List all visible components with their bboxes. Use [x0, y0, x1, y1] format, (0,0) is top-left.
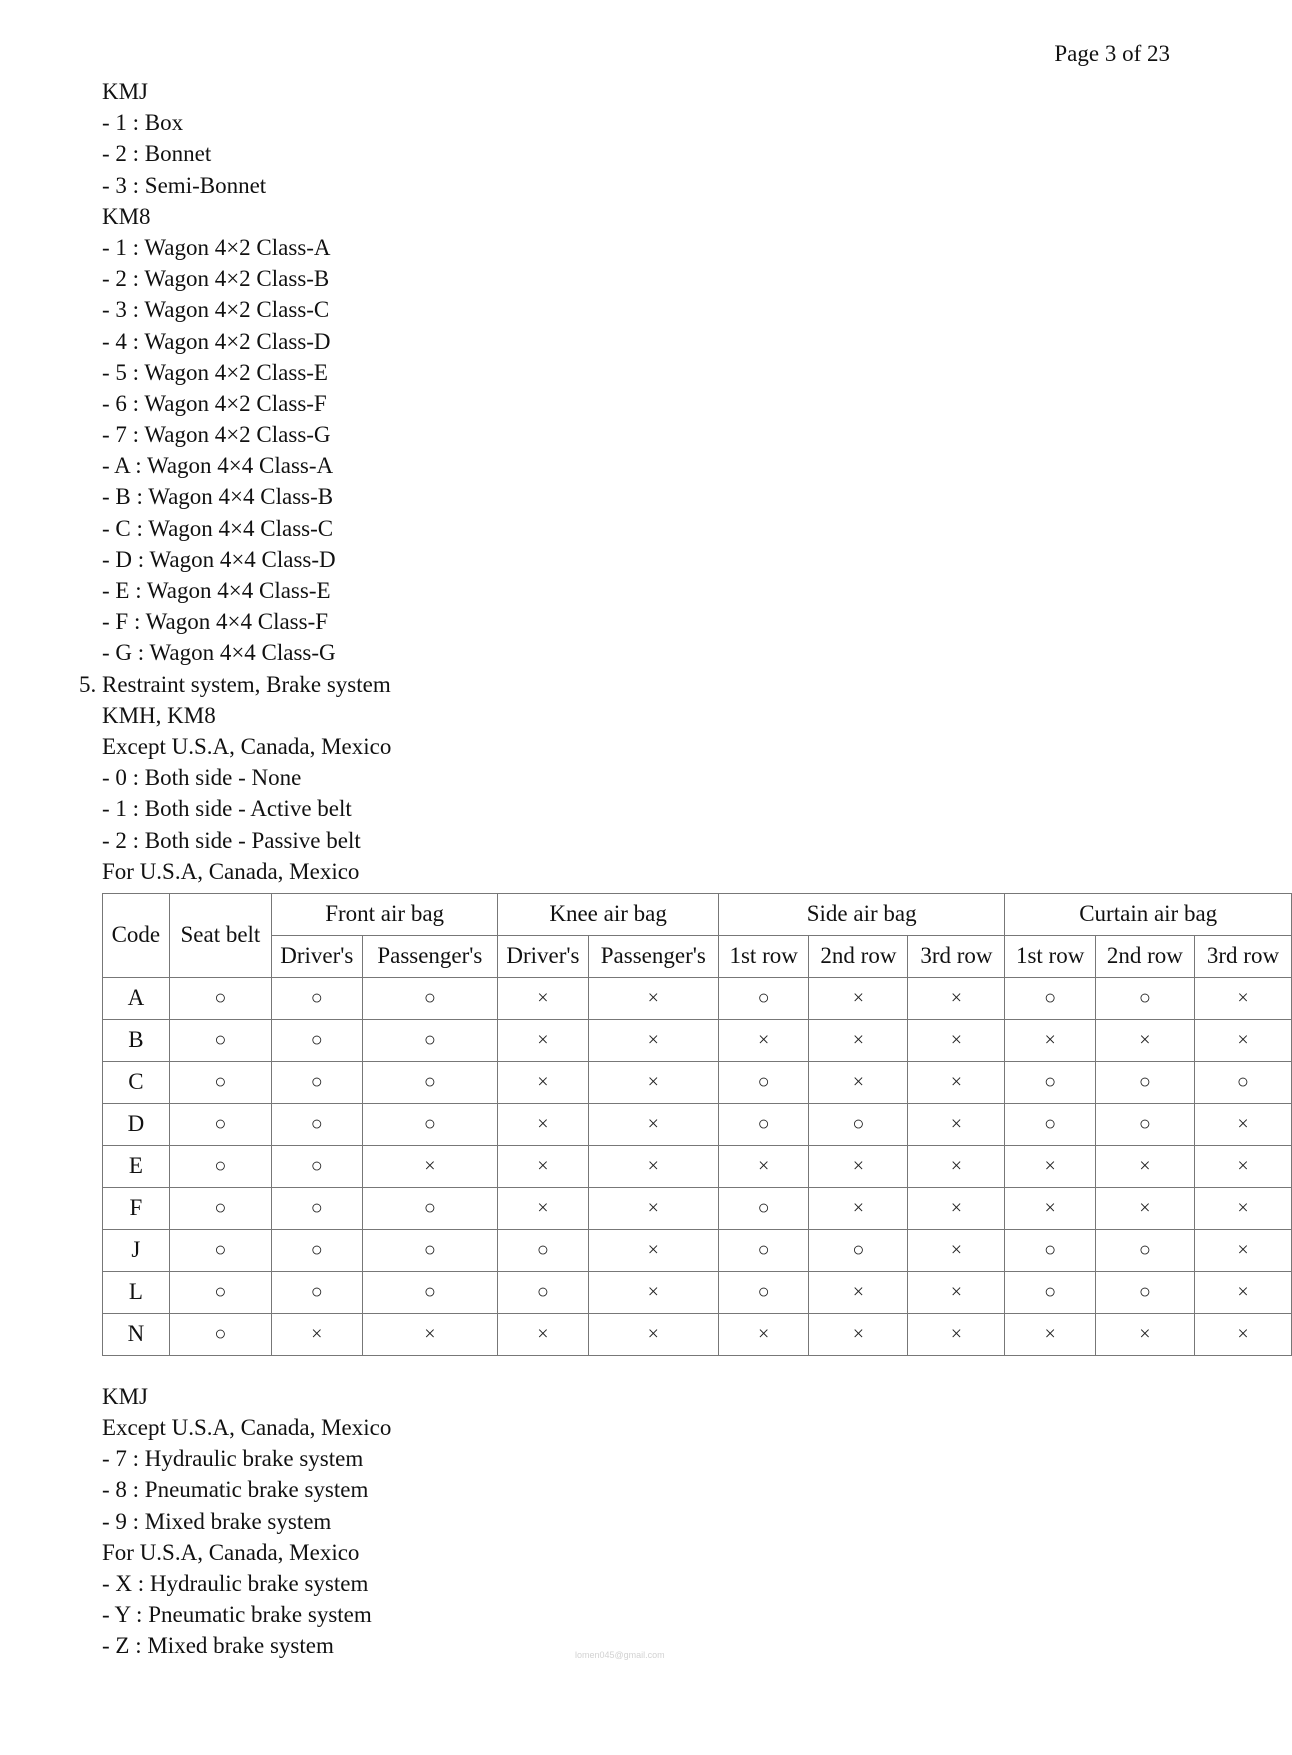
cell-side-2nd-row: ×: [809, 1271, 908, 1313]
cell-knee-passenger: ×: [588, 1229, 718, 1271]
subheader-side-1st-row: 1st row: [718, 935, 808, 977]
code-cell: J: [103, 1229, 170, 1271]
cell-knee-driver: ×: [498, 1103, 588, 1145]
cell-side-2nd-row: ×: [809, 1187, 908, 1229]
text-line: - F : Wagon 4×4 Class-F: [102, 609, 329, 635]
cell-seat-belt: ○: [169, 1313, 271, 1355]
front-air-bag-header: Front air bag: [272, 893, 498, 935]
cell-curtain-1st-row: ×: [1005, 1019, 1095, 1061]
cell-side-3rd-row: ×: [908, 1019, 1005, 1061]
cell-knee-passenger: ×: [588, 1313, 718, 1355]
text-line: - 3 : Wagon 4×2 Class-C: [102, 297, 330, 323]
cell-front-passenger: ○: [362, 977, 498, 1019]
cell-side-1st-row: ○: [718, 1061, 808, 1103]
cell-curtain-1st-row: ×: [1005, 1145, 1095, 1187]
cell-side-1st-row: ○: [718, 1229, 808, 1271]
cell-front-driver: ○: [272, 977, 362, 1019]
subheader-curtain-3rd-row: 3rd row: [1194, 935, 1291, 977]
cell-knee-driver: ×: [498, 1187, 588, 1229]
cell-side-3rd-row: ×: [908, 1229, 1005, 1271]
text-line: - B : Wagon 4×4 Class-B: [102, 484, 334, 510]
cell-side-1st-row: ×: [718, 1145, 808, 1187]
text-line: - 2 : Bonnet: [102, 141, 212, 167]
text-line: Except U.S.A, Canada, Mexico: [102, 733, 392, 759]
subheader-curtain-2nd-row: 2nd row: [1095, 935, 1194, 977]
cell-side-3rd-row: ×: [908, 1271, 1005, 1313]
text-line: - C : Wagon 4×4 Class-C: [102, 515, 334, 541]
text-line: Except U.S.A, Canada, Mexico: [102, 1415, 392, 1441]
cell-side-3rd-row: ×: [908, 1145, 1005, 1187]
cell-front-driver: ○: [272, 1145, 362, 1187]
cell-side-1st-row: ○: [718, 1103, 808, 1145]
cell-side-3rd-row: ×: [908, 1313, 1005, 1355]
cell-front-driver: ○: [272, 1061, 362, 1103]
cell-knee-passenger: ×: [588, 1019, 718, 1061]
subheader-knee-passenger: Passenger's: [588, 935, 718, 977]
cell-knee-passenger: ×: [588, 1145, 718, 1187]
text-line: - D : Wagon 4×4 Class-D: [102, 546, 336, 572]
table-row: [103, 1187, 1292, 1229]
cell-seat-belt: ○: [169, 1229, 271, 1271]
cell-front-driver: ○: [272, 1229, 362, 1271]
cell-side-2nd-row: ○: [809, 1103, 908, 1145]
cell-knee-driver: ×: [498, 1061, 588, 1103]
text-line: KM8: [102, 203, 151, 229]
code-cell: L: [103, 1271, 170, 1313]
table-row: [103, 1019, 1292, 1061]
code-header: Code: [103, 893, 170, 977]
cell-knee-driver: ×: [498, 1313, 588, 1355]
text-line: - 4 : Wagon 4×2 Class-D: [102, 328, 331, 354]
text-line: - 1 : Both side - Active belt: [102, 796, 352, 822]
text-line: - 8 : Pneumatic brake system: [102, 1477, 369, 1503]
cell-front-driver: ×: [272, 1313, 362, 1355]
cell-side-3rd-row: ×: [908, 1061, 1005, 1103]
cell-seat-belt: ○: [169, 1271, 271, 1313]
cell-side-2nd-row: ○: [809, 1229, 908, 1271]
table-row: [103, 1103, 1292, 1145]
cell-side-2nd-row: ×: [809, 977, 908, 1019]
text-line: - Z : Mixed brake system: [102, 1633, 334, 1659]
cell-knee-passenger: ×: [588, 1103, 718, 1145]
cell-curtain-3rd-row: ×: [1194, 1313, 1291, 1355]
text-line: - 5 : Wagon 4×2 Class-E: [102, 359, 328, 385]
text-line: - 3 : Semi-Bonnet: [102, 172, 267, 198]
cell-curtain-3rd-row: ×: [1194, 1145, 1291, 1187]
table-row: [103, 1229, 1292, 1271]
cell-side-1st-row: ○: [718, 977, 808, 1019]
restraint-table-container: [102, 893, 1280, 1356]
text-line: 5. Restraint system, Brake system: [79, 671, 391, 697]
knee-air-bag-header: Knee air bag: [498, 893, 719, 935]
watermark: lomen045@gmail.com: [575, 1650, 665, 1660]
cell-curtain-3rd-row: ○: [1194, 1061, 1291, 1103]
text-line: - G : Wagon 4×4 Class-G: [102, 640, 336, 666]
cell-curtain-1st-row: ○: [1005, 1103, 1095, 1145]
text-line: - 2 : Wagon 4×2 Class-B: [102, 266, 330, 292]
cell-side-2nd-row: ×: [809, 1145, 908, 1187]
cell-curtain-1st-row: ○: [1005, 1061, 1095, 1103]
text-line: For U.S.A, Canada, Mexico: [102, 858, 360, 884]
cell-front-passenger: ○: [362, 1229, 498, 1271]
cell-side-1st-row: ×: [718, 1313, 808, 1355]
cell-knee-driver: ○: [498, 1271, 588, 1313]
cell-side-3rd-row: ×: [908, 1103, 1005, 1145]
cell-side-1st-row: ×: [718, 1019, 808, 1061]
text-line: - 6 : Wagon 4×2 Class-F: [102, 390, 327, 416]
cell-front-passenger: ×: [362, 1145, 498, 1187]
cell-curtain-1st-row: ○: [1005, 1229, 1095, 1271]
text-line: KMH, KM8: [102, 702, 216, 728]
cell-curtain-2nd-row: ○: [1095, 1271, 1194, 1313]
subheader-front-passenger: Passenger's: [362, 935, 498, 977]
page-number: Page 3 of 23: [1054, 41, 1170, 66]
vds-code-list: [0, 76, 1242, 887]
cell-seat-belt: ○: [169, 1145, 271, 1187]
document-body: [0, 76, 1280, 1662]
cell-front-driver: ○: [272, 1187, 362, 1229]
cell-side-2nd-row: ×: [809, 1061, 908, 1103]
cell-curtain-3rd-row: ×: [1194, 1229, 1291, 1271]
text-line: - 1 : Box: [102, 110, 184, 136]
cell-side-2nd-row: ×: [809, 1313, 908, 1355]
cell-curtain-2nd-row: ○: [1095, 977, 1194, 1019]
code-cell: C: [103, 1061, 170, 1103]
table-row: [103, 1145, 1292, 1187]
code-cell: B: [103, 1019, 170, 1061]
subheader-side-2nd-row: 2nd row: [809, 935, 908, 977]
subheader-side-3rd-row: 3rd row: [908, 935, 1005, 977]
code-cell: F: [103, 1187, 170, 1229]
cell-side-3rd-row: ×: [908, 977, 1005, 1019]
cell-knee-driver: ○: [498, 1229, 588, 1271]
text-line: - E : Wagon 4×4 Class-E: [102, 578, 331, 603]
text-line: - 1 : Wagon 4×2 Class-A: [102, 234, 331, 260]
text-line: KMJ: [102, 79, 149, 104]
cell-curtain-3rd-row: ×: [1194, 1103, 1291, 1145]
text-line: - 9 : Mixed brake system: [102, 1508, 332, 1534]
cell-side-1st-row: ○: [718, 1271, 808, 1313]
cell-front-passenger: ○: [362, 1187, 498, 1229]
subheader-front-driver: Driver's: [272, 935, 362, 977]
code-cell: D: [103, 1103, 170, 1145]
curtain-air-bag-header: Curtain air bag: [1005, 893, 1292, 935]
text-line: - Y : Pneumatic brake system: [102, 1602, 372, 1628]
cell-curtain-3rd-row: ×: [1194, 977, 1291, 1019]
cell-front-passenger: ○: [362, 1271, 498, 1313]
text-line: KMJ: [102, 1383, 149, 1409]
cell-side-1st-row: ○: [718, 1187, 808, 1229]
cell-curtain-3rd-row: ×: [1194, 1187, 1291, 1229]
code-cell: A: [103, 977, 170, 1019]
cell-knee-passenger: ×: [588, 1271, 718, 1313]
cell-curtain-2nd-row: ×: [1095, 1187, 1194, 1229]
cell-seat-belt: ○: [169, 1103, 271, 1145]
cell-front-driver: ○: [272, 1019, 362, 1061]
code-cell: N: [103, 1313, 170, 1355]
table-row: [103, 977, 1292, 1019]
cell-knee-driver: ×: [498, 1019, 588, 1061]
code-cell: E: [103, 1145, 170, 1187]
text-line: - 7 : Wagon 4×2 Class-G: [102, 422, 331, 448]
cell-knee-driver: ×: [498, 977, 588, 1019]
cell-front-passenger: ○: [362, 1019, 498, 1061]
cell-front-passenger: ×: [362, 1313, 498, 1355]
cell-curtain-1st-row: ×: [1005, 1313, 1095, 1355]
cell-front-passenger: ○: [362, 1061, 498, 1103]
cell-seat-belt: ○: [169, 977, 271, 1019]
cell-front-passenger: ○: [362, 1103, 498, 1145]
cell-curtain-1st-row: ○: [1005, 977, 1095, 1019]
cell-seat-belt: ○: [169, 1019, 271, 1061]
text-line: - 7 : Hydraulic brake system: [102, 1446, 364, 1472]
restraint-table-body: [103, 977, 1292, 1355]
cell-side-3rd-row: ×: [908, 1187, 1005, 1229]
text-line: - X : Hydraulic brake system: [102, 1571, 369, 1596]
subheader-curtain-1st-row: 1st row: [1005, 935, 1095, 977]
cell-curtain-2nd-row: ×: [1095, 1313, 1194, 1355]
table-row: [103, 1061, 1292, 1103]
cell-curtain-3rd-row: ×: [1194, 1271, 1291, 1313]
restraint-system-table: [102, 893, 1292, 1356]
cell-curtain-2nd-row: ○: [1095, 1229, 1194, 1271]
seat-belt-header: Seat belt: [169, 893, 271, 977]
brake-system-list: [0, 1381, 1242, 1662]
cell-curtain-2nd-row: ×: [1095, 1145, 1194, 1187]
cell-front-driver: ○: [272, 1103, 362, 1145]
cell-knee-passenger: ×: [588, 1187, 718, 1229]
cell-curtain-1st-row: ×: [1005, 1187, 1095, 1229]
table-row: [103, 1271, 1292, 1313]
text-line: - A : Wagon 4×4 Class-A: [102, 453, 334, 479]
table-row: [103, 1313, 1292, 1355]
cell-seat-belt: ○: [169, 1061, 271, 1103]
cell-knee-passenger: ×: [588, 1061, 718, 1103]
cell-curtain-1st-row: ○: [1005, 1271, 1095, 1313]
cell-knee-passenger: ×: [588, 977, 718, 1019]
cell-curtain-2nd-row: ×: [1095, 1019, 1194, 1061]
text-line: For U.S.A, Canada, Mexico: [102, 1539, 360, 1565]
cell-curtain-2nd-row: ○: [1095, 1061, 1194, 1103]
cell-knee-driver: ×: [498, 1145, 588, 1187]
text-line: - 0 : Both side - None: [102, 765, 302, 791]
text-line: - 2 : Both side - Passive belt: [102, 827, 361, 853]
cell-curtain-3rd-row: ×: [1194, 1019, 1291, 1061]
cell-front-driver: ○: [272, 1271, 362, 1313]
cell-side-2nd-row: ×: [809, 1019, 908, 1061]
cell-curtain-2nd-row: ○: [1095, 1103, 1194, 1145]
cell-seat-belt: ○: [169, 1187, 271, 1229]
subheader-knee-driver: Driver's: [498, 935, 588, 977]
side-air-bag-header: Side air bag: [718, 893, 1004, 935]
